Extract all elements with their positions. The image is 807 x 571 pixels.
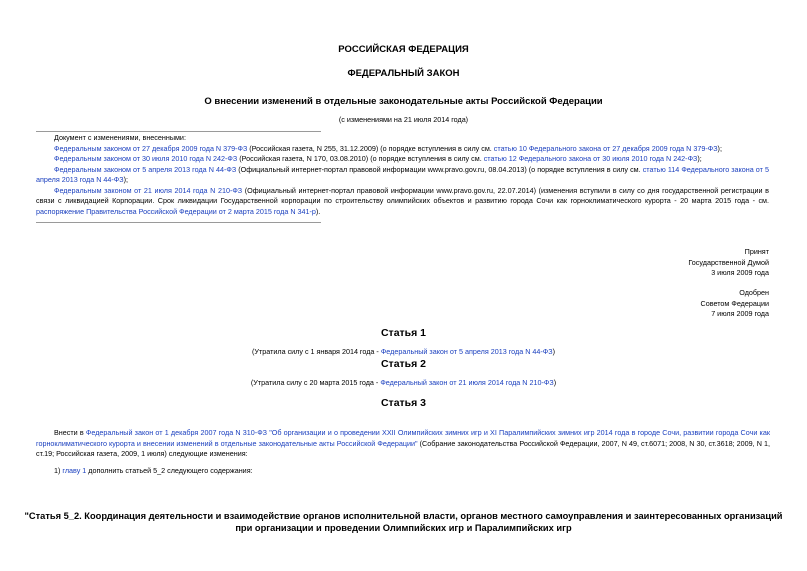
edition-text: (Официальный интернет-портал правовой информации www.pravo.gov.ru, 08.04.2013) (о порядке вступления в силу см.: [236, 164, 643, 174]
new-article-line-1: "Статья 5_2. Координация деятельности и взаимодействие органов исполнительной власти, органов местного самоуправления и заинтересованных организаций: [24, 511, 783, 521]
article-1-note: [0, 347, 807, 358]
edition-link[interactable]: Федеральным законом от 5 апреля 2013 года N 44-ФЗ: [54, 164, 237, 174]
edition-text: (Российская газета, N 255, 31.12.2009) (о порядке вступления в силу см.: [247, 143, 494, 153]
paragraph-text-end: (Собрание законодательства Российской Федерации, 2007, N 49, ст.6071; 2008, N 30, ст.3618; 2009, N 1, ст.19; Российская газета, 2009, 1 июля) следующие изменения:: [36, 438, 770, 458]
law-310-fz-link[interactable]: Федеральный закон от 1 декабря 2007 года N 310-ФЗ "Об организации и о проведении XXII Олимпийских зимних игр и XI Паралимпийских зимних игр 2014 года в городе Сочи, развитии города Сочи как горноклиматического курорта и внесении изменений в отдельные законодательные акты Российской Федерации": [36, 428, 770, 448]
edition-link-secondary[interactable]: статью 10 Федерального закона от 27 декабря 2009 года N 379-ФЗ: [493, 143, 718, 153]
editions-top-rule: [36, 131, 321, 132]
article-3-body: [36, 428, 770, 476]
edition-item-1: [36, 144, 769, 155]
adoption-approved: [701, 288, 769, 320]
approved-line-1: Одобрен: [739, 288, 769, 297]
editions-block: [36, 133, 769, 217]
edition-item-3: [36, 165, 769, 186]
doc-type-title: ФЕДЕРАЛЬНЫЙ ЗАКОН: [347, 68, 460, 79]
note-text: (Утратила силу с 1 января 2014 года -: [251, 347, 381, 356]
edition-link[interactable]: Федеральным законом от 30 июля 2010 года N 242-ФЗ: [54, 154, 238, 163]
edition-item-2: [36, 154, 769, 165]
new-article-line-2: при организации и проведении Олимпийских игр и Паралимпийских игр: [235, 523, 572, 533]
edition-link-secondary[interactable]: статью 114 Федерального закона от 5 апреля 2013 года N 44-ФЗ: [36, 164, 770, 184]
edition-text-end: );: [123, 175, 128, 184]
paragraph-text: дополнить статьей 5_2 следующего содержания:: [86, 465, 253, 475]
edition-link[interactable]: Федеральным законом от 27 декабря 2009 года N 379-ФЗ: [54, 143, 248, 153]
approved-line-2: Советом Федерации: [700, 298, 769, 308]
item-number: 1): [54, 465, 63, 475]
accepted-line-3: 3 июля 2009 года: [711, 268, 769, 277]
article-3-paragraph-1: [36, 428, 770, 460]
accepted-line-1: Принят: [744, 247, 769, 256]
new-article-heading: [0, 510, 807, 534]
edition-link[interactable]: Федеральным законом от 21 июля 2014 года N 210-ФЗ: [54, 185, 243, 195]
article-1-note-link[interactable]: Федеральный закон от 5 апреля 2013 года N 44-ФЗ: [380, 347, 553, 356]
article-2-note-link[interactable]: Федеральный закон от 21 июля 2014 года N 210-ФЗ: [380, 378, 554, 387]
editions-bottom-rule: [36, 222, 321, 223]
edition-text-end: );: [717, 143, 722, 153]
article-1-heading: Статья 1: [380, 327, 427, 339]
page-title: О внесении изменений в отдельные законодательные акты Российской Федерации: [204, 96, 603, 107]
edition-item-4: [36, 186, 769, 218]
article-2-heading: Статья 2: [380, 358, 427, 370]
note-text-end: ): [553, 378, 557, 387]
accepted-line-2: Государственной Думой: [688, 257, 769, 267]
edition-text-end: ).: [315, 206, 321, 216]
approved-line-3: 7 июля 2009 года: [711, 309, 769, 318]
adoption-accepted: [688, 247, 769, 279]
article-3-paragraph-2: [36, 466, 770, 477]
chapter-1-link[interactable]: главу 1: [62, 465, 87, 475]
revision-note: (с изменениями на 21 июля 2014 года): [338, 115, 469, 124]
paragraph-text: Внести в: [54, 428, 86, 437]
note-text: (Утратила силу с 20 марта 2015 года -: [250, 378, 381, 387]
edition-text-end: );: [697, 154, 702, 163]
edition-link-secondary[interactable]: распоряжение Правительства Российской Федерации от 2 марта 2015 года N 341-р: [36, 206, 316, 216]
note-text-end: ): [552, 347, 555, 356]
edition-link-secondary[interactable]: статью 12 Федерального закона от 30 июля 2010 года N 242-ФЗ: [483, 154, 698, 163]
country-title: РОССИЙСКАЯ ФЕДЕРАЦИЯ: [338, 44, 469, 55]
edition-text: (Российская газета, N 170, 03.08.2010) (о порядке вступления в силу см.: [237, 154, 484, 163]
editions-intro: Документ с изменениями, внесенными:: [54, 133, 186, 142]
edition-text: (Официальный интернет-портал правовой информации www.pravo.gov.ru, 22.07.2014) (изменения вступили в силу со дня государственной регистрации в связи с ликвидацией Корпорации. Срок ликвидации Государственной корпорации по строительству олимпийских объектов и развитию города Сочи как горноклиматического курорта - 20 марта 2015 года - см.: [36, 185, 769, 205]
article-2-note: [0, 378, 807, 389]
article-3-heading: Статья 3: [380, 397, 427, 409]
